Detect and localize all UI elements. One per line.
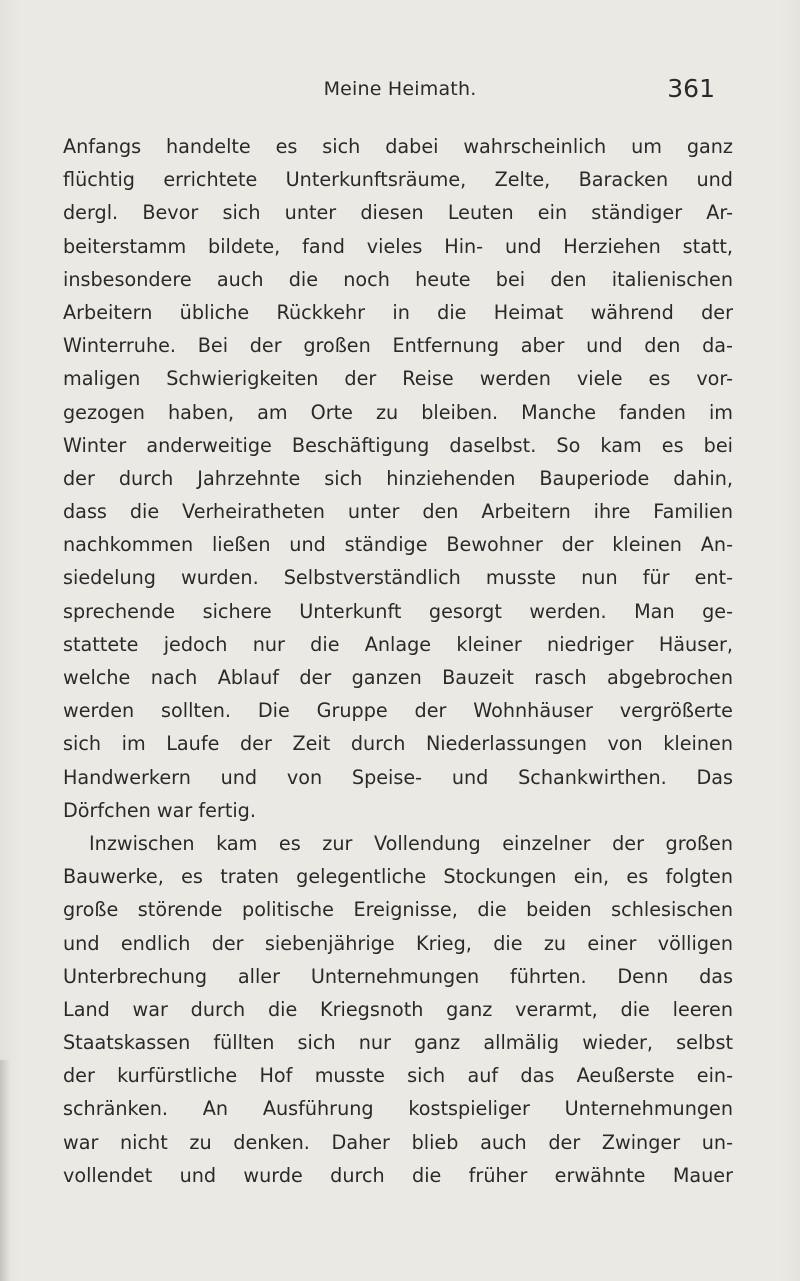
- text-line: dergl. Bevor sich unter diesen Leuten ein ständiger Ar-: [63, 201, 733, 225]
- text-line: Winterruhe. Bei der großen Entfernung aber und den da-: [63, 334, 733, 358]
- text-line: Inzwischen kam es zur Vollendung einzelner der großen: [89, 831, 733, 855]
- text-line: Dörfchen war fertig.: [63, 798, 256, 822]
- text-line: der durch Jahrzehnte sich hinziehenden Bauperiode dahin,: [63, 466, 733, 490]
- text-line: insbesondere auch die noch heute bei den italienischen: [63, 267, 733, 291]
- text-line: Bauwerke, es traten gelegentliche Stockungen ein, es folgten: [63, 865, 733, 889]
- page-number: 361: [667, 74, 715, 103]
- text-line: war nicht zu denken. Daher blieb auch der Zwinger un-: [63, 1130, 733, 1154]
- text-line: siedelung wurden. Selbstverständlich musste nun für ent-: [63, 566, 733, 590]
- body-text: [63, 130, 733, 1192]
- text-line: flüchtig errichtete Unterkunftsräume, Zelte, Baracken und: [63, 168, 733, 192]
- text-line: Unterbrechung aller Unternehmungen führten. Denn das: [63, 964, 733, 988]
- paragraph: [63, 130, 733, 827]
- text-line: vollendet und wurde durch die früher erwähnte Mauer: [63, 1163, 733, 1187]
- text-line: Land war durch die Kriegsnoth ganz verarmt, die leeren: [63, 997, 733, 1021]
- page-header: [0, 74, 800, 114]
- text-line: stattete jedoch nur die Anlage kleiner niedriger Häuser,: [63, 632, 733, 656]
- paragraph: [63, 827, 733, 1192]
- running-title: Meine Heimath.: [323, 78, 477, 100]
- text-line: beiterstamm bildete, fand vieles Hin- und Herziehen statt,: [63, 234, 733, 258]
- text-line: dass die Verheiratheten unter den Arbeitern ihre Familien: [63, 500, 733, 524]
- text-line: sich im Laufe der Zeit durch Niederlassungen von kleinen: [63, 732, 733, 756]
- text-line: schränken. An Ausführung kostspieliger Unternehmungen: [63, 1097, 733, 1121]
- text-line: nachkommen ließen und ständige Bewohner der kleinen An-: [63, 533, 733, 557]
- text-line: der kurfürstliche Hof musste sich auf das Aeußerste ein-: [63, 1064, 733, 1088]
- text-line: maligen Schwierigkeiten der Reise werden viele es vor-: [63, 367, 733, 391]
- page-edge-shadow: [0, 1060, 10, 1281]
- text-line: Anfangs handelte es sich dabei wahrscheinlich um ganz: [63, 135, 733, 158]
- text-line: große störende politische Ereignisse, die beiden schlesischen: [63, 898, 733, 922]
- text-line: welche nach Ablauf der ganzen Bauzeit rasch abgebrochen: [63, 666, 733, 689]
- text-line: sprechende sichere Unterkunft gesorgt werden. Man ge-: [63, 599, 733, 623]
- text-line: Arbeitern übliche Rückkehr in die Heimat während der: [63, 300, 733, 324]
- text-line: und endlich der siebenjährige Krieg, die zu einer völligen: [63, 931, 733, 955]
- text-line: gezogen haben, am Orte zu bleiben. Manche fanden im: [63, 400, 733, 424]
- text-line: Winter anderweitige Beschäftigung daselbst. So kam es bei: [63, 433, 733, 457]
- text-line: Handwerkern und von Speise- und Schankwirthen. Das: [63, 765, 733, 789]
- text-line: Staatskassen füllten sich nur ganz allmälig wieder, selbst: [63, 1031, 733, 1055]
- text-line: werden sollten. Die Gruppe der Wohnhäuser vergrößerte: [63, 699, 733, 723]
